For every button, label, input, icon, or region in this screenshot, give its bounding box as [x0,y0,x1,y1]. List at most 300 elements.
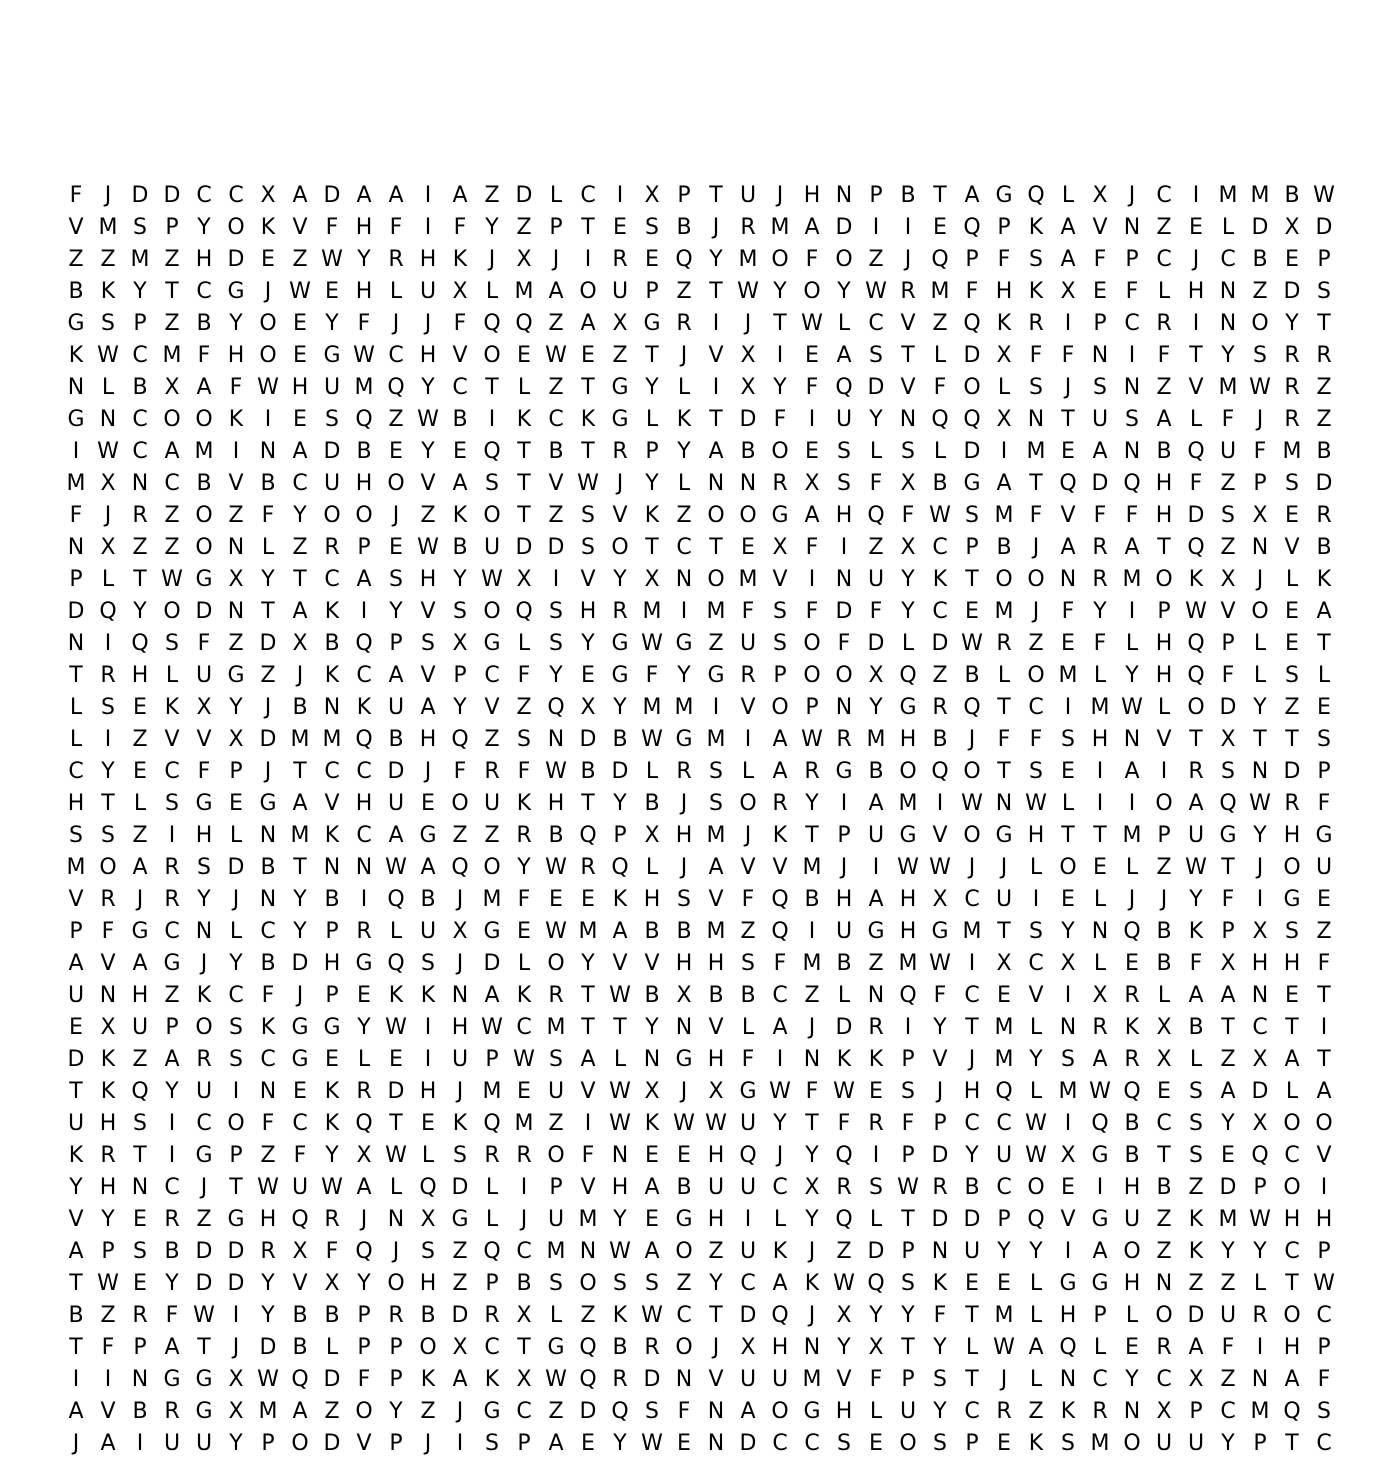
grid-letter[interactable]: D [451,1175,469,1200]
grid-letter[interactable]: Q [931,407,949,432]
grid-letter[interactable]: L [933,439,947,464]
grid-letter[interactable]: Z [164,247,180,272]
grid-letter[interactable]: Y [453,567,467,592]
grid-letter[interactable]: F [1061,599,1075,624]
grid-letter[interactable]: O [1027,663,1045,688]
grid-letter[interactable]: D [867,1239,885,1264]
grid-letter[interactable]: D [483,951,501,976]
grid-letter[interactable]: L [965,1335,979,1360]
grid-letter[interactable]: U [1091,407,1109,432]
grid-letter[interactable]: G [611,407,629,432]
grid-letter[interactable]: S [1221,503,1235,528]
grid-letter[interactable]: H [1283,951,1301,976]
grid-letter[interactable]: D [67,1047,85,1072]
grid-letter[interactable]: J [424,759,432,784]
grid-letter[interactable]: L [869,439,883,464]
grid-letter[interactable]: K [1188,919,1204,944]
grid-letter[interactable]: P [773,663,787,688]
grid-letter[interactable]: V [420,663,436,688]
grid-letter[interactable]: P [997,1207,1011,1232]
grid-letter[interactable]: A [100,1431,116,1456]
grid-letter[interactable]: I [712,375,720,400]
grid-letter[interactable]: H [643,887,661,912]
grid-letter[interactable]: W [1121,695,1143,720]
grid-letter[interactable]: X [644,567,660,592]
grid-letter[interactable]: N [1219,311,1237,336]
grid-letter[interactable]: U [995,887,1013,912]
grid-letter[interactable]: J [968,855,976,880]
grid-letter[interactable]: M [258,1399,278,1424]
grid-letter[interactable]: S [741,951,755,976]
grid-letter[interactable]: B [196,471,212,496]
grid-letter[interactable]: H [1091,727,1109,752]
grid-letter[interactable]: S [1189,1111,1203,1136]
grid-letter[interactable]: F [869,599,883,624]
grid-letter[interactable]: H [547,791,565,816]
grid-letter[interactable]: N [899,407,917,432]
grid-letter[interactable]: D [931,1143,949,1168]
grid-letter[interactable]: Y [197,887,211,912]
grid-letter[interactable]: W [897,855,919,880]
grid-letter[interactable]: Q [355,407,373,432]
grid-letter[interactable]: A [1220,1079,1236,1104]
grid-letter[interactable]: E [997,983,1011,1008]
grid-letter[interactable]: Z [1316,375,1332,400]
grid-letter[interactable]: Z [548,1399,564,1424]
grid-letter[interactable]: A [804,503,820,528]
grid-letter[interactable]: P [1157,599,1171,624]
grid-letter[interactable]: Q [387,887,405,912]
grid-letter[interactable]: O [1027,1175,1045,1200]
grid-letter[interactable]: I [104,1367,112,1392]
grid-letter[interactable]: K [612,1303,628,1328]
grid-letter[interactable]: O [387,1271,405,1296]
grid-letter[interactable]: Z [1188,1175,1204,1200]
grid-letter[interactable]: U [739,1239,757,1264]
grid-letter[interactable]: X [1220,567,1236,592]
grid-letter[interactable]: P [357,1303,371,1328]
grid-letter[interactable]: H [835,503,853,528]
grid-letter[interactable]: V [708,1367,724,1392]
grid-letter[interactable]: I [360,599,368,624]
grid-letter[interactable]: W [417,535,439,560]
grid-letter[interactable]: K [612,887,628,912]
grid-letter[interactable]: I [584,1111,592,1136]
grid-letter[interactable]: F [805,247,819,272]
grid-letter[interactable]: I [872,215,880,240]
grid-letter[interactable]: E [581,663,595,688]
grid-letter[interactable]: N [1251,1367,1269,1392]
grid-letter[interactable]: M [546,1239,566,1264]
grid-letter[interactable]: C [292,1111,308,1136]
grid-letter[interactable]: U [1187,1431,1205,1456]
grid-letter[interactable]: G [899,695,917,720]
grid-letter[interactable]: Q [1187,663,1205,688]
grid-letter[interactable]: T [1221,855,1235,880]
grid-letter[interactable]: B [548,439,564,464]
grid-letter[interactable]: E [997,1431,1011,1456]
grid-letter[interactable]: C [228,983,244,1008]
grid-letter[interactable]: V [100,951,116,976]
grid-letter[interactable]: V [580,1175,596,1200]
grid-letter[interactable]: M [354,375,374,400]
grid-letter[interactable]: J [456,951,464,976]
grid-letter[interactable]: P [1189,1399,1203,1424]
grid-letter[interactable]: V [196,727,212,752]
grid-letter[interactable]: N [67,535,85,560]
grid-letter[interactable]: E [645,1143,659,1168]
grid-letter[interactable]: O [227,215,245,240]
grid-letter[interactable]: R [100,887,116,912]
grid-letter[interactable]: T [197,1335,211,1360]
grid-letter[interactable]: A [708,855,724,880]
grid-letter[interactable]: O [707,567,725,592]
grid-letter[interactable]: J [360,1207,368,1232]
grid-letter[interactable]: S [773,631,787,656]
grid-letter[interactable]: E [421,791,435,816]
grid-letter[interactable]: T [69,1271,83,1296]
grid-letter[interactable]: F [805,1079,819,1104]
grid-letter[interactable]: R [868,1015,884,1040]
grid-letter[interactable]: A [836,343,852,368]
grid-letter[interactable]: U [195,663,213,688]
grid-letter[interactable]: G [675,727,693,752]
grid-letter[interactable]: I [168,1143,176,1168]
grid-letter[interactable]: F [1029,503,1043,528]
grid-letter[interactable]: N [259,1079,277,1104]
grid-letter[interactable]: V [1028,983,1044,1008]
grid-letter[interactable]: C [676,1303,692,1328]
grid-letter[interactable]: D [227,1239,245,1264]
grid-letter[interactable]: K [580,407,596,432]
grid-letter[interactable]: N [707,471,725,496]
grid-letter[interactable]: J [456,1399,464,1424]
grid-letter[interactable]: Y [1125,1367,1139,1392]
grid-letter[interactable]: H [131,983,149,1008]
grid-letter[interactable]: R [868,1111,884,1136]
grid-letter[interactable]: W [961,631,983,656]
grid-letter[interactable]: X [804,1175,820,1200]
grid-letter[interactable]: M [1122,567,1142,592]
grid-letter[interactable]: J [296,663,304,688]
grid-letter[interactable]: C [772,983,788,1008]
grid-letter[interactable]: M [994,599,1014,624]
grid-letter[interactable]: J [1128,183,1136,208]
grid-letter[interactable]: Z [420,1399,436,1424]
grid-letter[interactable]: Y [773,375,787,400]
grid-letter[interactable]: U [995,1143,1013,1168]
grid-letter[interactable]: P [901,1047,915,1072]
grid-letter[interactable]: L [645,407,659,432]
grid-letter[interactable]: I [584,247,592,272]
grid-letter[interactable]: Y [709,247,723,272]
grid-letter[interactable]: H [67,791,85,816]
grid-letter[interactable]: I [520,1175,528,1200]
grid-letter[interactable]: J [392,311,400,336]
grid-letter[interactable]: S [165,791,179,816]
grid-letter[interactable]: O [259,311,277,336]
grid-letter[interactable]: D [67,599,85,624]
grid-letter[interactable]: T [805,823,819,848]
grid-letter[interactable]: Z [932,311,948,336]
grid-letter[interactable]: D [739,407,757,432]
grid-letter[interactable]: B [388,727,404,752]
grid-letter[interactable]: Z [548,1111,564,1136]
grid-letter[interactable]: O [1155,791,1173,816]
grid-letter[interactable]: O [1283,1175,1301,1200]
grid-letter[interactable]: L [517,375,531,400]
grid-letter[interactable]: Z [196,1207,212,1232]
grid-letter[interactable]: Q [867,1271,885,1296]
grid-letter[interactable]: Y [101,759,115,784]
grid-letter[interactable]: P [901,1239,915,1264]
grid-letter[interactable]: P [325,919,339,944]
grid-letter[interactable]: L [357,1047,371,1072]
grid-letter[interactable]: C [452,375,468,400]
grid-letter[interactable]: E [581,1431,595,1456]
grid-letter[interactable]: M [1218,1207,1238,1232]
grid-letter[interactable]: G [291,1047,309,1072]
grid-letter[interactable]: B [580,759,596,784]
grid-letter[interactable]: Q [483,439,501,464]
grid-letter[interactable]: G [643,311,661,336]
grid-letter[interactable]: L [1157,983,1171,1008]
grid-letter[interactable]: L [485,1175,499,1200]
grid-letter[interactable]: Z [1156,215,1172,240]
grid-letter[interactable]: O [1283,1303,1301,1328]
grid-letter[interactable]: V [292,1271,308,1296]
grid-letter[interactable]: E [517,343,531,368]
grid-letter[interactable]: N [387,1207,405,1232]
grid-letter[interactable]: I [904,1015,912,1040]
grid-letter[interactable]: S [1125,407,1139,432]
grid-letter[interactable]: Y [133,279,147,304]
grid-letter[interactable]: Q [867,503,885,528]
grid-letter[interactable]: O [803,279,821,304]
grid-letter[interactable]: X [1060,279,1076,304]
grid-letter[interactable]: T [1061,407,1075,432]
grid-letter[interactable]: N [227,535,245,560]
grid-letter[interactable]: V [1060,1207,1076,1232]
grid-letter[interactable]: P [1253,1431,1267,1456]
grid-letter[interactable]: D [195,599,213,624]
grid-letter[interactable]: Q [1251,1143,1269,1168]
grid-letter[interactable]: J [808,1015,816,1040]
grid-letter[interactable]: C [1124,311,1140,336]
grid-letter[interactable]: N [131,1175,149,1200]
grid-letter[interactable]: C [996,1175,1012,1200]
grid-letter[interactable]: S [165,631,179,656]
grid-letter[interactable]: I [552,567,560,592]
grid-letter[interactable]: X [900,535,916,560]
grid-letter[interactable]: A [772,727,788,752]
grid-letter[interactable]: B [644,791,660,816]
grid-letter[interactable]: J [1256,567,1264,592]
grid-letter[interactable]: Y [933,1335,947,1360]
grid-letter[interactable]: B [740,439,756,464]
grid-letter[interactable]: J [1032,599,1040,624]
grid-letter[interactable]: W [321,1175,343,1200]
grid-letter[interactable]: H [707,1207,725,1232]
grid-letter[interactable]: Z [484,183,500,208]
grid-letter[interactable]: S [1093,375,1107,400]
grid-letter[interactable]: G [675,631,693,656]
grid-letter[interactable]: C [964,983,980,1008]
grid-letter[interactable]: M [738,567,758,592]
grid-letter[interactable]: S [869,1175,883,1200]
grid-letter[interactable]: L [933,343,947,368]
grid-letter[interactable]: H [419,1079,437,1104]
grid-letter[interactable]: J [712,215,720,240]
grid-letter[interactable]: V [292,215,308,240]
grid-letter[interactable]: F [389,215,403,240]
grid-letter[interactable]: S [837,1431,851,1456]
grid-letter[interactable]: E [613,215,627,240]
grid-letter[interactable]: G [899,823,917,848]
grid-letter[interactable]: E [581,887,595,912]
grid-letter[interactable]: R [612,247,628,272]
grid-letter[interactable]: I [168,823,176,848]
grid-letter[interactable]: J [744,823,752,848]
grid-letter[interactable]: Q [579,1367,597,1392]
grid-letter[interactable]: L [1061,183,1075,208]
grid-letter[interactable]: V [836,1367,852,1392]
grid-letter[interactable]: C [260,1047,276,1072]
grid-letter[interactable]: L [325,1335,339,1360]
grid-letter[interactable]: F [453,311,467,336]
grid-letter[interactable]: V [708,1015,724,1040]
grid-letter[interactable]: Z [228,631,244,656]
grid-letter[interactable]: M [1282,439,1302,464]
grid-letter[interactable]: V [548,471,564,496]
grid-letter[interactable]: I [1192,311,1200,336]
grid-letter[interactable]: Q [515,311,533,336]
grid-letter[interactable]: A [1188,791,1204,816]
grid-letter[interactable]: F [1221,663,1235,688]
grid-letter[interactable]: X [1156,1047,1172,1072]
grid-letter[interactable]: I [136,1431,144,1456]
grid-letter[interactable]: R [260,1239,276,1264]
grid-letter[interactable]: T [645,535,659,560]
grid-letter[interactable]: R [388,1303,404,1328]
grid-letter[interactable]: B [868,759,884,784]
grid-letter[interactable]: E [1125,1335,1139,1360]
grid-letter[interactable]: O [707,503,725,528]
grid-letter[interactable]: F [741,1047,755,1072]
grid-letter[interactable]: G [611,631,629,656]
grid-letter[interactable]: W [641,631,663,656]
grid-letter[interactable]: F [69,183,83,208]
grid-letter[interactable]: D [163,183,181,208]
grid-letter[interactable]: R [1124,1047,1140,1072]
grid-letter[interactable]: I [1192,183,1200,208]
grid-letter[interactable]: C [196,183,212,208]
grid-letter[interactable]: I [72,1367,80,1392]
grid-letter[interactable]: Y [69,1175,83,1200]
grid-letter[interactable]: Q [1059,471,1077,496]
grid-letter[interactable]: B [548,823,564,848]
grid-letter[interactable]: Y [613,1207,627,1232]
grid-letter[interactable]: Y [1253,1239,1267,1264]
grid-letter[interactable]: O [1283,855,1301,880]
grid-letter[interactable]: B [420,1303,436,1328]
grid-letter[interactable]: R [1284,343,1300,368]
grid-letter[interactable]: F [869,471,883,496]
grid-letter[interactable]: Y [453,695,467,720]
grid-letter[interactable]: S [837,471,851,496]
grid-letter[interactable]: F [741,887,755,912]
grid-letter[interactable]: E [869,1431,883,1456]
grid-letter[interactable]: D [195,1239,213,1264]
grid-letter[interactable]: P [357,1335,371,1360]
grid-letter[interactable]: N [1091,343,1109,368]
grid-letter[interactable]: R [676,311,692,336]
grid-letter[interactable]: O [195,535,213,560]
grid-letter[interactable]: U [1187,823,1205,848]
grid-letter[interactable]: F [933,375,947,400]
grid-letter[interactable]: S [1061,1047,1075,1072]
grid-letter[interactable]: Z [1252,279,1268,304]
grid-letter[interactable]: T [517,1335,531,1360]
grid-letter[interactable]: Q [1219,791,1237,816]
grid-letter[interactable]: L [549,183,563,208]
grid-letter[interactable]: W [833,1079,855,1104]
grid-letter[interactable]: E [229,791,243,816]
grid-letter[interactable]: C [964,887,980,912]
grid-letter[interactable]: O [835,663,853,688]
grid-letter[interactable]: T [293,855,307,880]
grid-letter[interactable]: L [389,1175,403,1200]
grid-letter[interactable]: Y [421,375,435,400]
grid-letter[interactable]: E [325,279,339,304]
grid-letter[interactable]: X [452,919,468,944]
grid-letter[interactable]: C [868,311,884,336]
grid-letter[interactable]: R [612,1367,628,1392]
grid-letter[interactable]: T [1285,1271,1299,1296]
grid-letter[interactable]: P [549,1175,563,1200]
grid-letter[interactable]: X [292,1239,308,1264]
grid-letter[interactable]: K [1028,215,1044,240]
grid-letter[interactable]: U [67,983,85,1008]
grid-letter[interactable]: P [837,823,851,848]
grid-letter[interactable]: Z [580,1303,596,1328]
grid-letter[interactable]: J [680,855,688,880]
grid-letter[interactable]: B [324,631,340,656]
grid-letter[interactable]: F [69,503,83,528]
grid-letter[interactable]: P [1125,247,1139,272]
grid-letter[interactable]: I [776,343,784,368]
grid-letter[interactable]: L [229,823,243,848]
grid-letter[interactable]: D [323,1431,341,1456]
grid-letter[interactable]: I [904,215,912,240]
grid-letter[interactable]: K [196,983,212,1008]
grid-letter[interactable]: P [133,311,147,336]
grid-letter[interactable]: S [485,471,499,496]
grid-letter[interactable]: Z [1220,471,1236,496]
grid-letter[interactable]: B [1252,247,1268,272]
grid-letter[interactable]: I [1096,791,1104,816]
grid-letter[interactable]: I [424,183,432,208]
grid-letter[interactable]: Q [419,1175,437,1200]
grid-letter[interactable]: T [709,535,723,560]
grid-letter[interactable]: A [548,279,564,304]
grid-letter[interactable]: W [737,279,759,304]
grid-letter[interactable]: A [996,471,1012,496]
grid-letter[interactable]: H [707,1047,725,1072]
grid-letter[interactable]: R [1092,567,1108,592]
grid-letter[interactable]: J [1000,855,1008,880]
grid-letter[interactable]: T [581,215,595,240]
